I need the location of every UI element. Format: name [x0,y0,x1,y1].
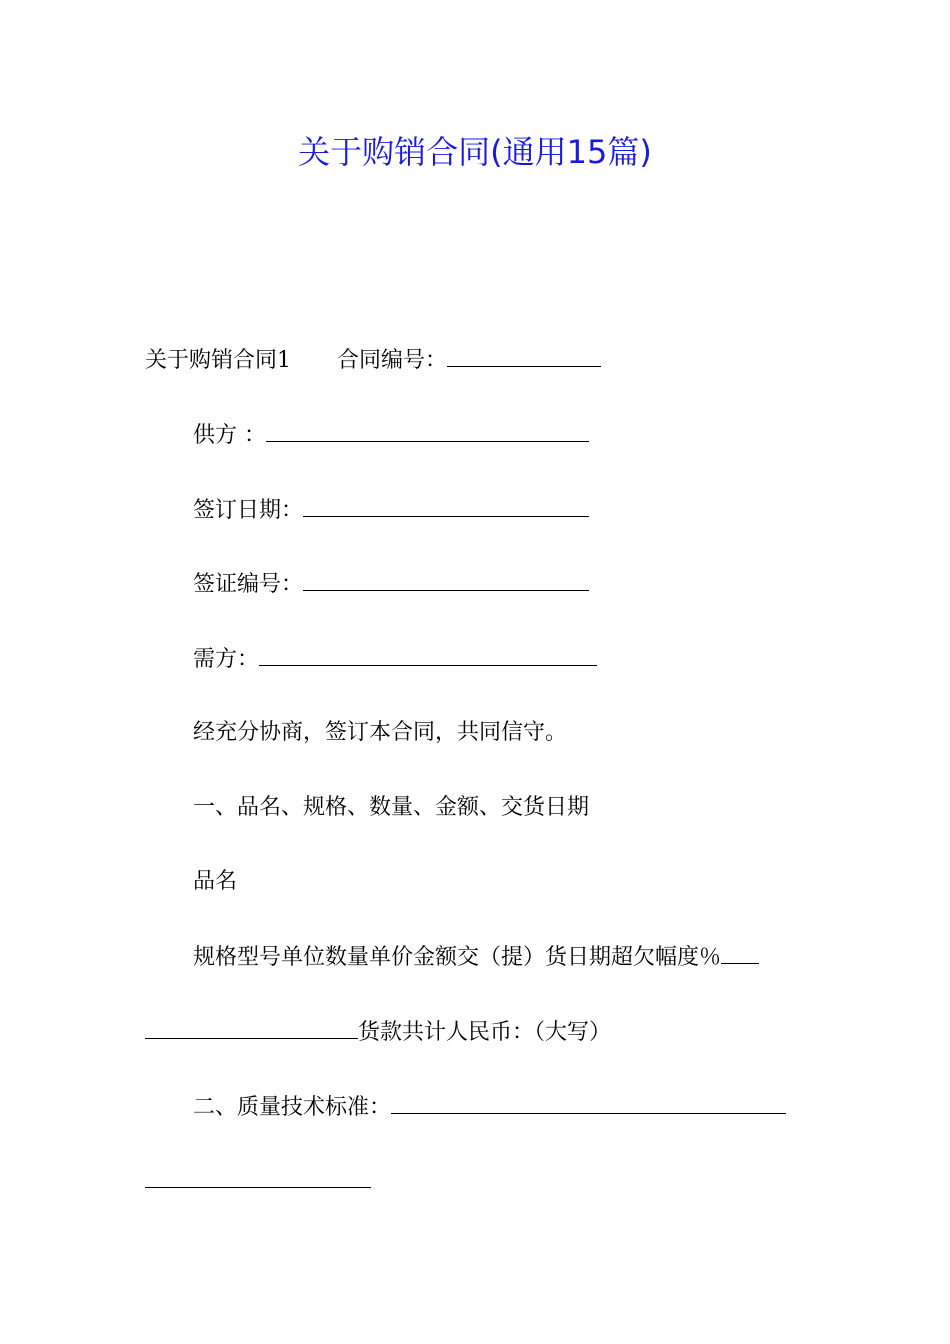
contract-number-blank [447,344,601,367]
product-name-label: 品名 [193,869,238,894]
section-1-heading: 一、品名、规格、数量、金额、交货日期 [193,795,590,820]
visa-number-label: 签证编号： [193,572,304,597]
quality-standard-blank [391,1091,786,1114]
sign-date-line [193,494,589,527]
contract-number-label: 合同编号： [337,348,448,373]
contract-heading-line [145,344,601,377]
agreement-text: 经充分协商，签订本合同，共同信守。 [193,720,568,745]
quality-standard-blank-continued [145,1165,371,1188]
quality-standard-continuation [145,1165,371,1198]
contract-heading: 关于购销合同1 [145,348,291,373]
sign-date-blank [303,494,589,517]
spec-row-text: 规格型号单位数量单价金额交（提）货日期超欠幅度％ [193,945,722,970]
section-2-heading: 二、质量技术标准： [193,1095,392,1120]
supplier-blank [266,419,589,442]
total-amount-label: 货款共计人民币：（大写） [358,1020,612,1045]
visa-number-line [193,568,589,601]
page-title: 关于购销合同(通用15篇) [298,133,652,171]
spec-row-line [193,941,759,974]
total-amount-blank [145,1016,358,1039]
buyer-blank [259,643,597,666]
spec-row-blank [721,941,759,964]
buyer-label: 需方： [193,647,260,672]
supplier-label: 供方 ： [193,423,266,448]
sign-date-label: 签订日期： [193,498,304,523]
total-amount-line [145,1016,611,1049]
buyer-line [193,643,597,676]
section-2-line [193,1091,786,1124]
supplier-line [193,419,589,452]
visa-number-blank [303,568,589,591]
